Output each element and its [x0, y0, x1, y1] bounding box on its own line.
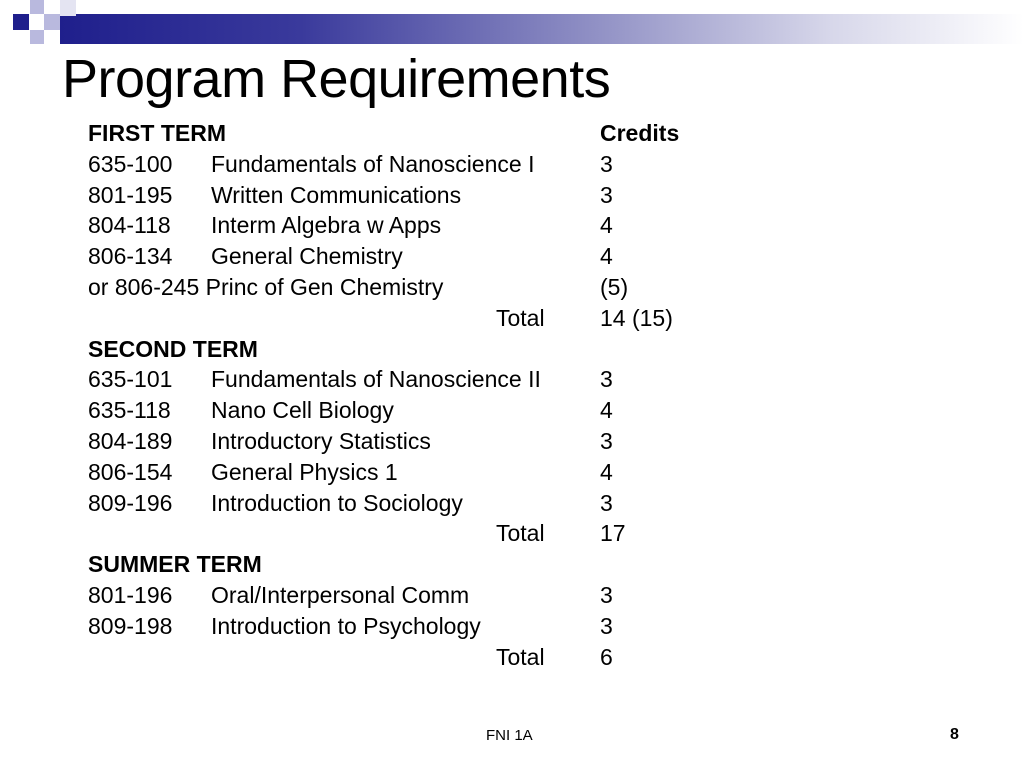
course-credits: 4	[600, 212, 613, 239]
total-credits: 14 (15)	[600, 304, 673, 331]
course-code: 806-154	[88, 458, 173, 485]
first-term-heading: FIRST TERM	[88, 120, 226, 146]
footer-label: FNI 1A	[486, 727, 533, 744]
course-code: 801-196	[88, 581, 173, 608]
course-credits: 4	[600, 243, 613, 270]
course-name: General Physics 1	[211, 458, 398, 485]
course-code: 804-118	[88, 212, 171, 239]
course-name: Nano Cell Biology	[211, 397, 394, 424]
total-label: Total	[496, 643, 545, 670]
course-name: General Chemistry	[211, 243, 403, 270]
total-credits: 6	[600, 643, 613, 670]
course-credits: 3	[600, 427, 613, 454]
summer-term-heading: SUMMER TERM	[88, 551, 262, 578]
course-credits: 3	[600, 489, 613, 516]
course-code: 809-196	[88, 489, 173, 516]
decorative-square	[30, 0, 44, 14]
decorative-square	[44, 30, 60, 44]
course-credits: 3	[600, 181, 613, 208]
credits-heading: Credits	[600, 120, 680, 146]
alternate-course-text: or 806-245 Princ of Gen Chemistry	[88, 273, 444, 300]
course-name: Introduction to Sociology	[211, 489, 463, 516]
alternate-course-credits: (5)	[600, 273, 629, 300]
total-label: Total	[496, 520, 545, 547]
course-credits: 3	[600, 581, 613, 608]
slide-title: Program Requirements	[62, 49, 611, 109]
decorative-square	[44, 14, 60, 30]
total-credits: 17	[600, 520, 626, 547]
second-term-heading: SECOND TERM	[88, 335, 258, 362]
decorative-square	[30, 30, 44, 44]
decorative-square	[60, 0, 76, 16]
course-name: Interm Algebra w Apps	[211, 212, 442, 239]
course-name: Introductory Statistics	[211, 427, 431, 454]
page-number: 8	[950, 726, 959, 743]
course-code: 804-189	[88, 427, 173, 454]
course-code: 635-101	[88, 366, 173, 393]
course-code: 635-118	[88, 397, 171, 424]
course-name: Written Communications	[211, 181, 462, 208]
course-credits: 3	[600, 612, 613, 639]
course-credits: 4	[600, 397, 613, 424]
course-name: Introduction to Psychology	[211, 612, 481, 639]
total-label: Total	[496, 304, 545, 331]
course-code: 635-100	[88, 150, 173, 177]
course-credits: 3	[600, 366, 613, 393]
course-code: 809-198	[88, 612, 173, 639]
course-code: 801-195	[88, 181, 173, 208]
course-name: Fundamentals of Nanoscience II	[211, 366, 541, 393]
course-credits: 4	[600, 458, 613, 485]
course-name: Oral/Interpersonal Comm	[211, 581, 470, 608]
course-name: Fundamentals of Nanoscience I	[211, 150, 535, 177]
header-gradient-bar	[60, 14, 1024, 44]
course-code: 806-134	[88, 243, 173, 270]
course-credits: 3	[600, 150, 613, 177]
decorative-square	[13, 14, 29, 30]
